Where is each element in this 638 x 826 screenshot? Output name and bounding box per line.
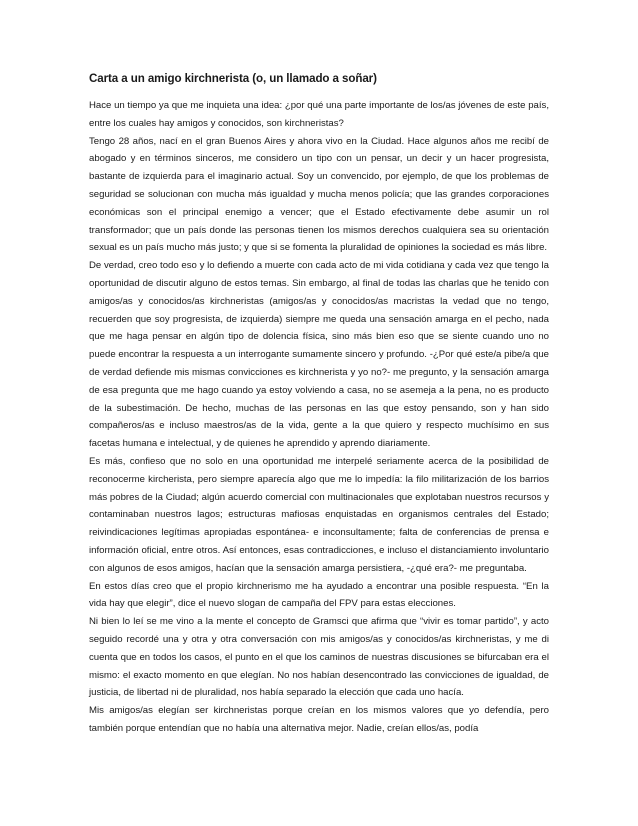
document-title: Carta a un amigo kirchnerista (o, un llamado a soñar) [89, 72, 377, 85]
paragraph-6: Ni bien lo leí se me vino a la mente el concepto de Gramsci que afirma que “vivir es tomar partido”, y acto seguido recordé una y otra y otra conversación con mis amigos/as y conocidos/as kirchneristas, y me di cuenta que en todos los casos, el punto en el que los caminos de nuestras discusiones se bifurcaban era el mismo: el exacto momento en que elegían. No nos habían desencontrado las convicciones de igualdad, de justicia, de libertad ni de pluralidad, nos había separado la elección que cada uno hacía. [89, 616, 549, 699]
paragraph-7: Mis amigos/as elegían ser kirchneristas porque creían en los mismos valores que yo defendía, pero también porque entendían que no había una alternativa mejor. Nadie, creían ellos/as, podía [89, 705, 549, 734]
paragraph-2: Tengo 28 años, nací en el gran Buenos Aires y ahora vivo en la Ciudad. Hace algunos años me recibí de abogado y en términos sinceros, me considero un tipo con un pensar, un decir y un hacer progresista, bastante de izquierda para el imaginario actual. Soy un convencido, por ejemplo, de que los problemas de seguridad se solucionan con mucha más igualdad y mucha menos policía; que las grandes corporaciones económicas son el principal enemigo a vencer; que el Estado efectivamente debe asumir un rol transformador; que un país donde las personas tienen los mismos derechos cualquiera sea su orientación sexual es un país mucho más justo; y que si se fomenta la pluralidad de opiniones la sociedad es más libre. [89, 135, 549, 254]
paragraph-1: Hace un tiempo ya que me inquieta una idea: ¿por qué una parte importante de los/as jóvenes de este país, entre los cuales hay amigos y conocidos, son kirchneristas? [89, 100, 549, 129]
paragraph-5: En estos días creo que el propio kirchnerismo me ha ayudado a encontrar una posible respuesta. “En la vida hay que elegir”, dice el nuevo slogan de campaña del FPV para estas elecciones. [89, 580, 549, 610]
paragraph-4: Es más, confieso que no solo en una oportunidad me interpelé seriamente acerca de la posibilidad de reconocerme kircherista, pero siempre aparecía algo que me lo impedía: la filo militarización de los barrios más pobres de la Ciudad; algún acuerdo comercial con multinacionales que explotaban nuestros recursos y contaminaban nuestros lagos; estructuras mafiosas enquistadas en organismos centrales del Estado; reivindicaciones legítimas apropiadas espontánea- e inconsultamente; falta de conferencias de prensa e información oficial, entre otros. Así entonces, esas contradicciones, e incluso el distanciamiento involuntario con algunos de esos amigos, hacían que la sensación amarga persistiera, -¿qué era?- me preguntaba. [89, 455, 549, 574]
document-body [89, 70, 549, 738]
paragraph-3: De verdad, creo todo eso y lo defiendo a muerte con cada acto de mi vida cotidiana y cada vez que tengo la oportunidad de discutir alguno de estos temas. Sin embargo, al final de todas las charlas que he tenido con amigos/as y conocidos/as kirchneristas (amigos/as y conocidos/as macristas la vedad que no tengo, recuerden que soy progresista, de izquierda) siempre me queda una sensación amarga en el pecho, nada que me haga pensar en algún tipo de dolencia física, sino más bien eso que se siente cuando uno no puede encontrar la respuesta a un interrogante sumamente sincero y profundo. -¿Por qué este/a pibe/a que de verdad defiende mis mismas convicciones es kirchnerista y yo no?- me pregunto, y la sensación amarga de esa pregunta que me hago cuando ya estoy volviendo a casa, no se asemeja a la pena, no es producto de la subestimación. De hecho, muchas de las personas en las que estoy pensando, son y han sido compañeros/as e incluso maestros/as de la vida, gente a la que quiero y respecto muchísimo en sus facetas humana e intelectual, y de quienes he aprendido y aprendo diariamente. [89, 260, 549, 450]
